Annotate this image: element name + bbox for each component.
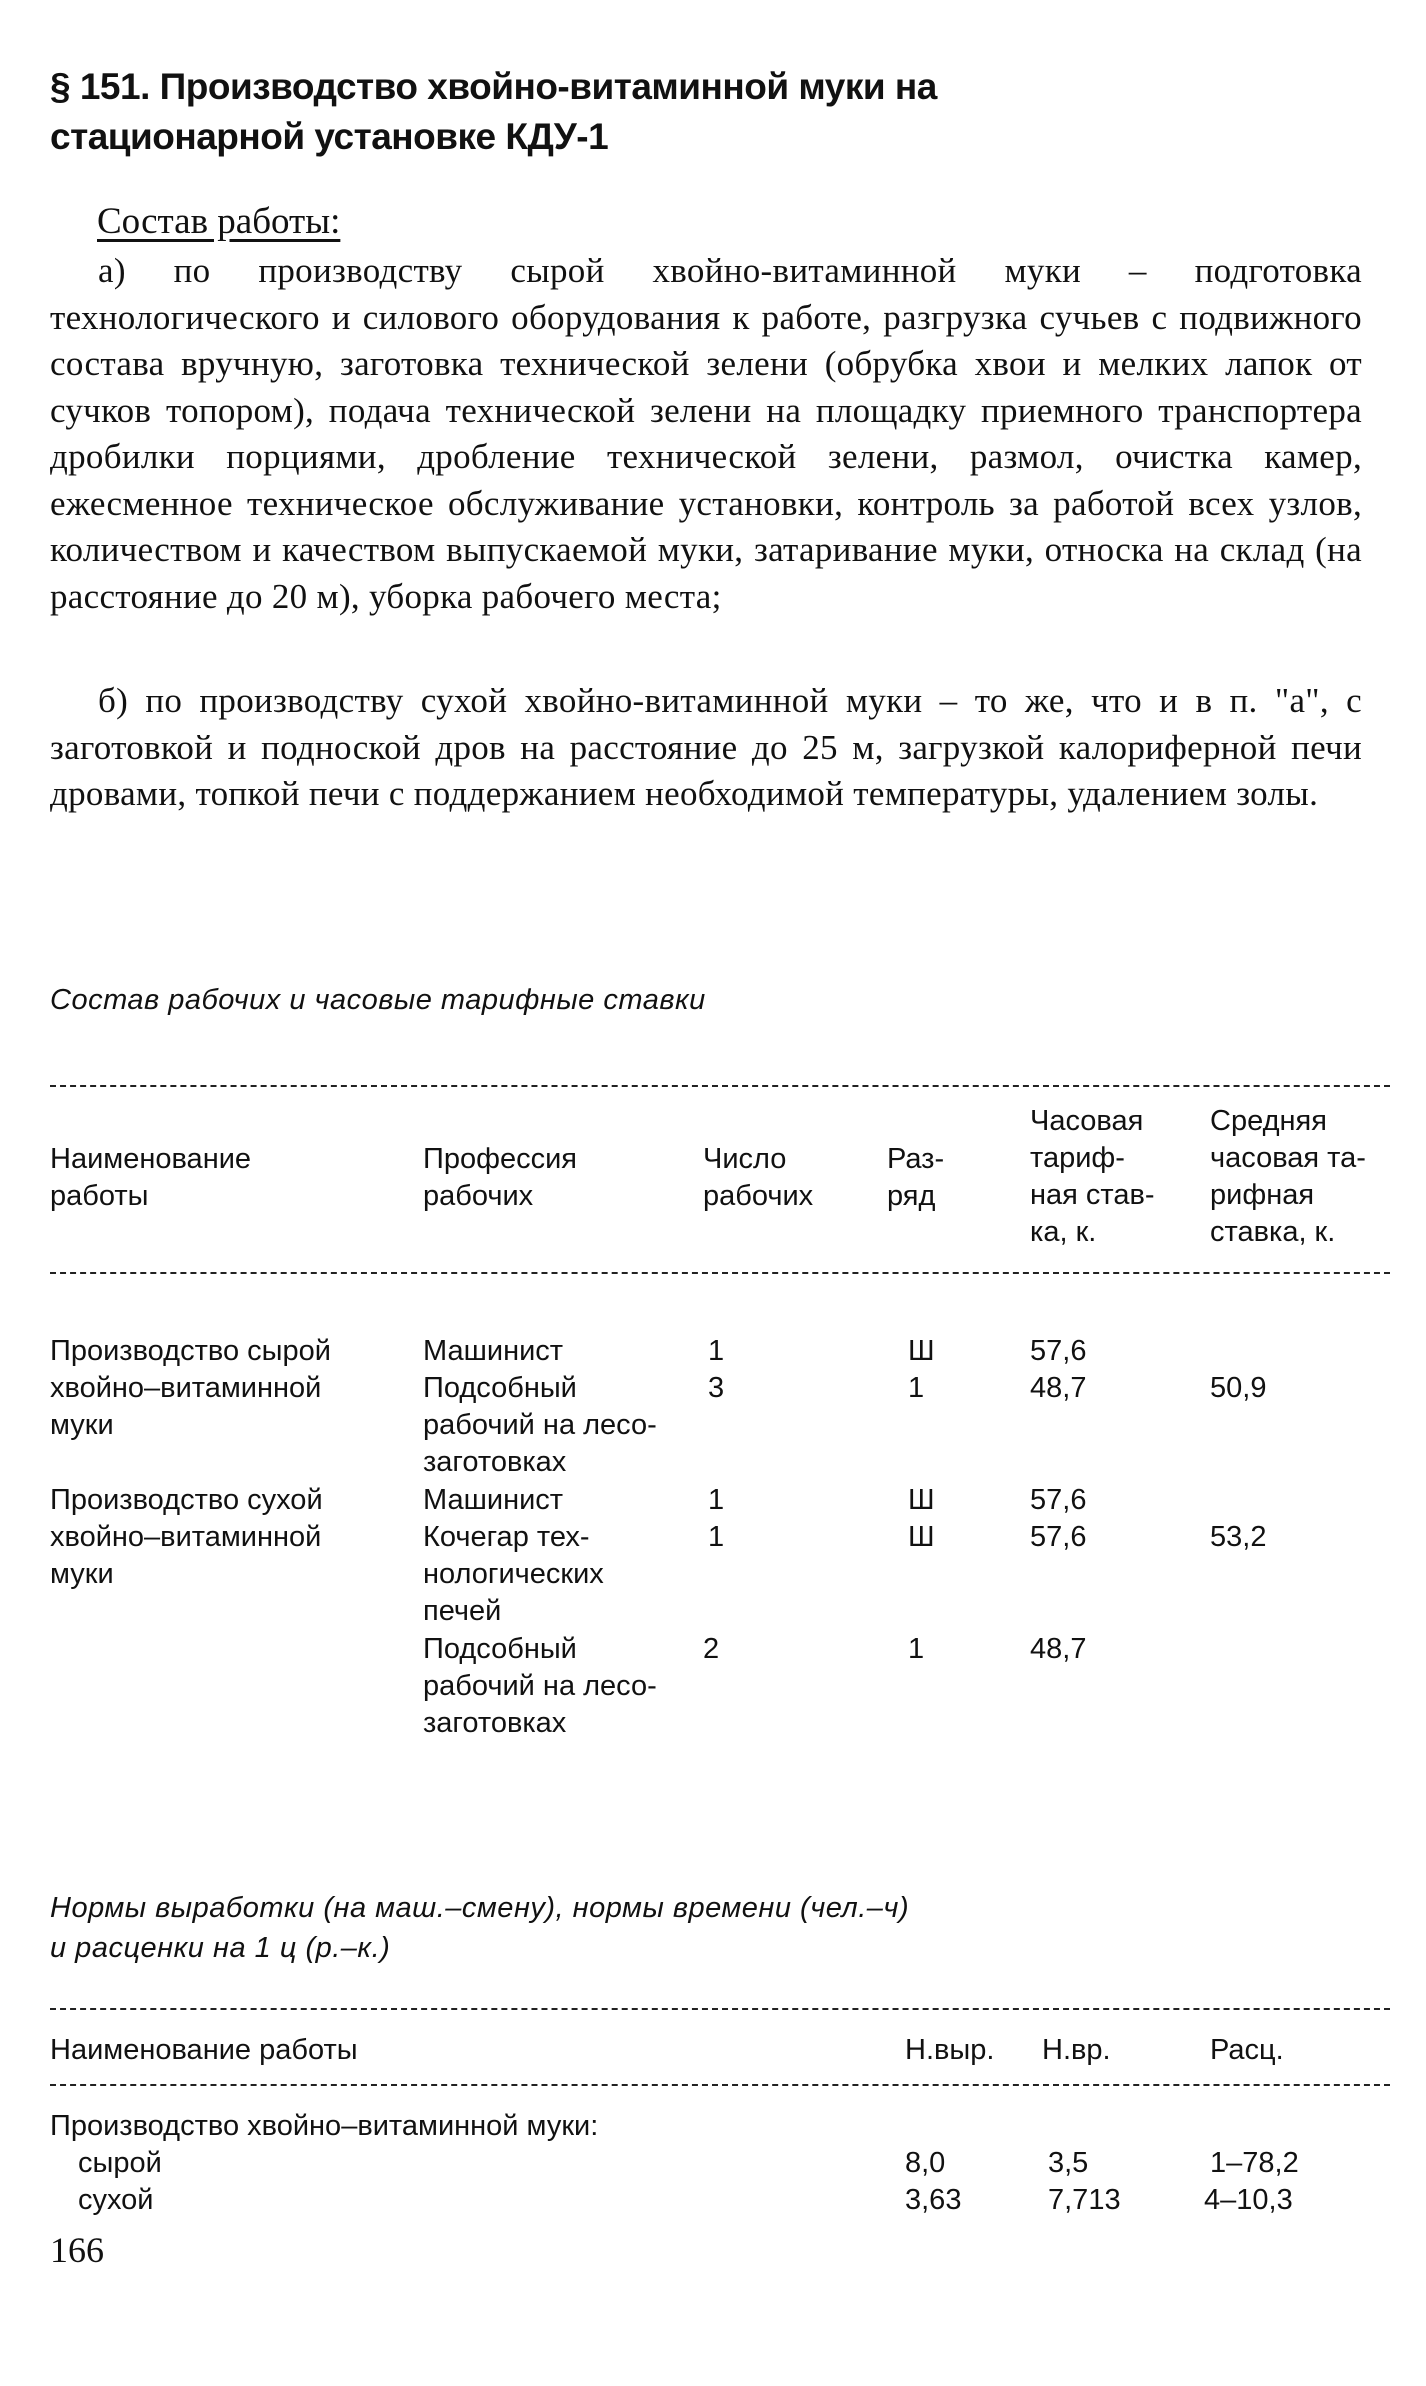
table2-row2-nvr: 7,713 (1048, 2184, 1121, 2216)
table2-row2-rasc: 4–10,3 (1204, 2184, 1293, 2216)
table1-group2-row1-profession: Машинист (423, 1484, 564, 1516)
table2-top-rule (50, 2008, 1390, 2010)
table1-header-count (703, 1141, 813, 1215)
header-line: работы (50, 1180, 149, 1212)
header-line: рифная (1210, 1179, 1315, 1211)
caption-line: Нормы выработки (на маш.–смену), нормы времени (чел.–ч) (50, 1892, 910, 1924)
table1-header-work (50, 1141, 251, 1215)
table1-group2-row2-rate: 57,6 (1030, 1521, 1087, 1553)
table2-row1-name: сырой (78, 2147, 162, 2179)
table1-group2-row3-count: 2 (703, 1633, 720, 1665)
header-line: ная став- (1030, 1179, 1155, 1211)
caption-line: и расценки на 1 ц (р.–к.) (50, 1932, 391, 1964)
cell-line: нологических (423, 1558, 604, 1590)
table1-group2-row3-profession (423, 1631, 657, 1742)
cell-line: Подсобный (423, 1633, 577, 1665)
table1-group1-work (50, 1333, 331, 1444)
table1-header-avg (1210, 1103, 1366, 1251)
table2-header-nvyr: Н.выр. (905, 2034, 995, 2066)
header-line: Средняя (1210, 1105, 1327, 1137)
table1-group1-avg: 50,9 (1210, 1372, 1267, 1404)
header-line: Раз- (887, 1143, 945, 1175)
table1-group1-row1-rate: 57,6 (1030, 1335, 1087, 1367)
section-title-line-2: стационарной установке КДУ-1 (50, 116, 609, 157)
table2-caption (50, 1888, 1250, 1968)
table1-group2-row1-grade: Ш (908, 1484, 935, 1516)
header-line: Профессия (423, 1143, 577, 1175)
header-line: тариф- (1030, 1142, 1125, 1174)
cell-line: печей (423, 1595, 502, 1627)
cell-line: Кочегар тех- (423, 1521, 590, 1553)
table1-group2-row1-count: 1 (708, 1484, 725, 1516)
cell-line: заготовках (423, 1707, 567, 1739)
table1-top-rule (50, 1085, 1390, 1087)
table1-group2-row1-rate: 57,6 (1030, 1484, 1087, 1516)
table2-header-work: Наименование работы (50, 2034, 358, 2066)
header-line: рабочих (423, 1180, 534, 1212)
table1-header-rule (50, 1272, 1390, 1274)
paragraph-b: б) по производству сухой хвойно-витаминной муки – то же, что и в п. "а", с заготовкой и подноской дров на расстояние до 25 м, загрузкой калориферной печи дровами, топкой печи с поддержанием необходимой температуры, удалением золы. (50, 681, 1362, 813)
table2-row1-nvyr: 8,0 (905, 2147, 946, 2179)
cell-line: Подсобный (423, 1372, 577, 1404)
table1-group2-work (50, 1482, 323, 1593)
table1-group1-row1-profession: Машинист (423, 1335, 564, 1367)
table1-group1-row1-count: 1 (708, 1335, 725, 1367)
cell-line: рабочий на лесо- (423, 1670, 657, 1702)
section-title (50, 62, 1150, 162)
table1-group2-row2-profession (423, 1519, 604, 1630)
header-line: Число (703, 1143, 787, 1175)
table2-row1-nvr: 3,5 (1048, 2147, 1089, 2179)
table1-caption: Состав рабочих и часовые тарифные ставки (50, 984, 706, 1016)
header-line: ка, к. (1030, 1216, 1097, 1248)
header-line: рабочих (703, 1180, 814, 1212)
table1-header-grade (887, 1141, 944, 1215)
table2-header-rule (50, 2084, 1390, 2086)
work-composition-label: Состав работы: (97, 201, 341, 242)
cell-line: заготовках (423, 1446, 567, 1478)
table1-group1-row2-rate: 48,7 (1030, 1372, 1087, 1404)
table1-group1-row2-grade: 1 (908, 1372, 925, 1404)
cell-line: муки (50, 1558, 114, 1590)
cell-line: хвойно–витаминной (50, 1521, 322, 1553)
table1-header-rate (1030, 1103, 1155, 1251)
header-line: ставка, к. (1210, 1216, 1336, 1248)
cell-line: Производство сухой (50, 1484, 323, 1516)
table1-group1-row1-grade: Ш (908, 1335, 935, 1367)
header-line: Часовая (1030, 1105, 1144, 1137)
table2-row2-nvyr: 3,63 (905, 2184, 962, 2216)
table1-group2-row3-grade: 1 (908, 1633, 925, 1665)
header-line: часовая та- (1210, 1142, 1366, 1174)
table1-group2-row2-count: 1 (708, 1521, 725, 1553)
cell-line: рабочий на лесо- (423, 1409, 657, 1441)
table2-row1-rasc: 1–78,2 (1210, 2147, 1299, 2179)
cell-line: муки (50, 1409, 114, 1441)
table1-group2-avg: 53,2 (1210, 1521, 1267, 1553)
table2-header-nvr: Н.вр. (1042, 2034, 1111, 2066)
table2-group-label: Производство хвойно–витаминной муки: (50, 2110, 599, 2142)
paragraph-a: а) по производству сырой хвойно-витаминной муки – подготовка технологического и силового оборудования к работе, разгрузка сучьев с подвижного состава вручную, заготовка технической зелени (обрубка хвои и мелких лапок от сучков топором), подача технической зелени на площадку приемного транспортера дробилки порциями, дробление технической зелени, размол, очистка камер, ежесменное техническое обслуживание установки, контроль за работой всех узлов, количеством и качеством выпускаемой муки, затаривание муки, относка на склад (на расстояние до 20 м), уборка рабочего места; (50, 251, 1362, 616)
table2-header-rasc: Расц. (1210, 2034, 1284, 2066)
section-title-line-1: § 151. Производство хвойно-витаминной муки на (50, 66, 937, 107)
table1-group2-row2-grade: Ш (908, 1521, 935, 1553)
table1-header-profession (423, 1141, 577, 1215)
header-line: Наименование (50, 1143, 252, 1175)
table1-group1-row2-count: 3 (708, 1372, 725, 1404)
table2-row2-name: сухой (78, 2184, 154, 2216)
table1-group2-row3-rate: 48,7 (1030, 1633, 1087, 1665)
cell-line: Производство сырой (50, 1335, 331, 1367)
header-line: ряд (887, 1180, 936, 1212)
cell-line: хвойно–витаминной (50, 1372, 322, 1404)
table1-group1-row2-profession (423, 1370, 657, 1481)
page-number: 166 (50, 2230, 104, 2270)
